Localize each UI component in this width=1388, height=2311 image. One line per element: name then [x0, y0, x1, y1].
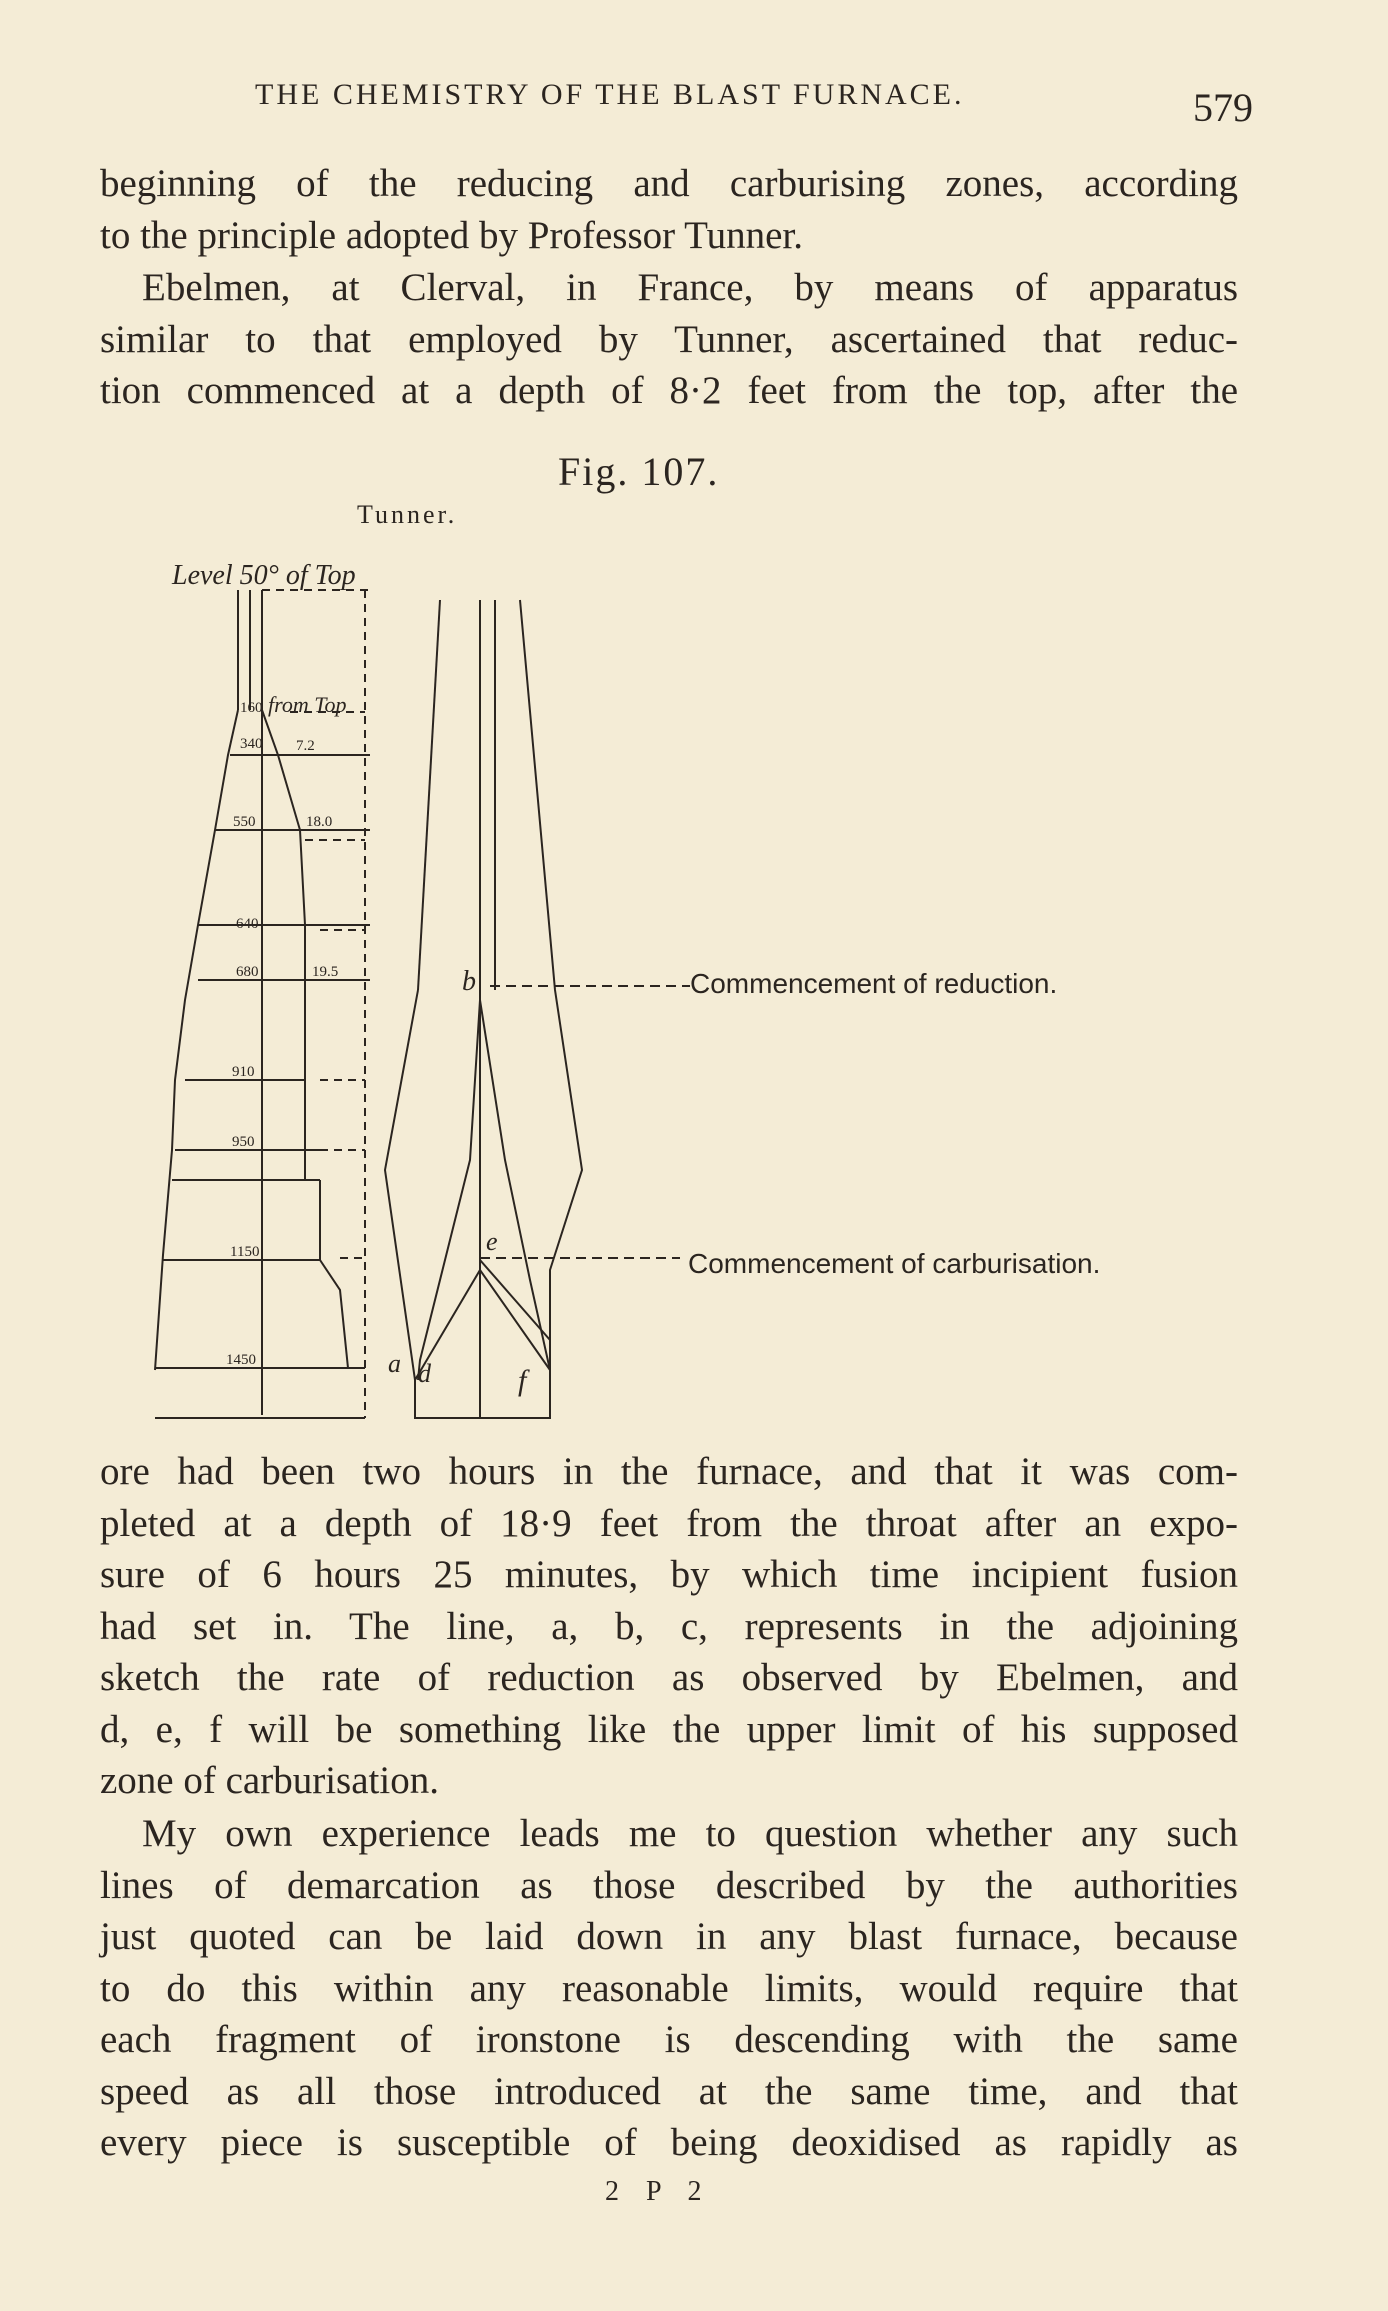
carburisation-label: Commencement of carburisation.	[688, 1248, 1101, 1279]
point-label-f: f	[518, 1364, 527, 1397]
distance-label: 7.2	[296, 738, 315, 754]
text-line: speed as all those introduced at the same time, and that	[100, 2069, 1238, 2113]
text-line: to do this within any reasonable limits, would require that	[100, 1966, 1238, 2010]
depth-label: 950	[232, 1134, 255, 1150]
text-line: pleted at a depth of 18·9 feet from the throat after an expo-	[100, 1501, 1238, 1545]
from-top-label: from Top	[268, 692, 347, 717]
text-line: tion commenced at a depth of 8·2 feet from the top, after the	[100, 369, 1238, 412]
text-line: Ebelmen, at Clerval, in France, by means of apparatus	[142, 266, 1238, 309]
text-line: sketch the rate of reduction as observed by Ebelmen, and	[100, 1656, 1238, 1699]
text-line: each fragment of ironstone is descending with the same	[100, 2018, 1238, 2061]
text-line: sure of 6 hours 25 minutes, by which time incipient fusion	[100, 1553, 1238, 1596]
depth-label: 680	[236, 964, 259, 980]
text-line: similar to that employed by Tunner, ascertained that reduc-	[100, 317, 1238, 361]
running-title: THE CHEMISTRY OF THE BLAST FURNACE.	[255, 78, 965, 111]
depth-label: 1150	[230, 1244, 260, 1260]
paragraph-4	[100, 1808, 1238, 2169]
figure-title: Fig. 107.	[558, 449, 720, 494]
depth-label: 640	[236, 916, 259, 932]
text-line: had set in. The line, a, b, c, represents in the adjoining	[100, 1604, 1238, 1648]
depth-label: 340	[240, 736, 263, 752]
figure-subtitle: Tunner.	[357, 500, 458, 529]
text-line: every piece is susceptible of being deoxidised as rapidly as	[100, 2121, 1238, 2164]
text-line: lines of demarcation as those described by the authorities	[100, 1863, 1238, 1907]
text-line: to the principle adopted by Professor Tunner.	[100, 213, 804, 257]
depth-label: 1450	[226, 1352, 256, 1368]
text-line: just quoted can be laid down in any blast furnace, because	[100, 1915, 1238, 1958]
point-label-e: e	[486, 1227, 498, 1256]
text-line: zone of carburisation.	[100, 1759, 439, 1802]
point-label-d: d	[418, 1359, 431, 1388]
depth-label: 160	[240, 700, 263, 716]
distance-label: 19.5	[312, 964, 339, 980]
depth-label: 910	[232, 1064, 255, 1080]
point-label-b: b	[462, 966, 476, 997]
text-line: d, e, f will be something like the upper limit of his supposed	[100, 1707, 1238, 1751]
page-number: 579	[1193, 85, 1253, 130]
text-line: beginning of the reducing and carburising zones, according	[100, 162, 1238, 205]
distance-label: 18.0	[306, 814, 333, 830]
furnace-wall	[418, 600, 440, 990]
level-label: Level 50° of Top	[172, 560, 356, 591]
paragraph-3	[100, 1446, 1238, 1807]
reduction-label: Commencement of reduction.	[690, 968, 1058, 999]
point-label-a: a	[388, 1349, 401, 1378]
signature-mark: 2 P 2	[605, 2176, 712, 2207]
text-line: My own experience leads me to question whether any such	[142, 1812, 1238, 1855]
depth-label: 550	[233, 814, 256, 830]
text-line: ore had been two hours in the furnace, and that it was com-	[100, 1450, 1238, 1493]
